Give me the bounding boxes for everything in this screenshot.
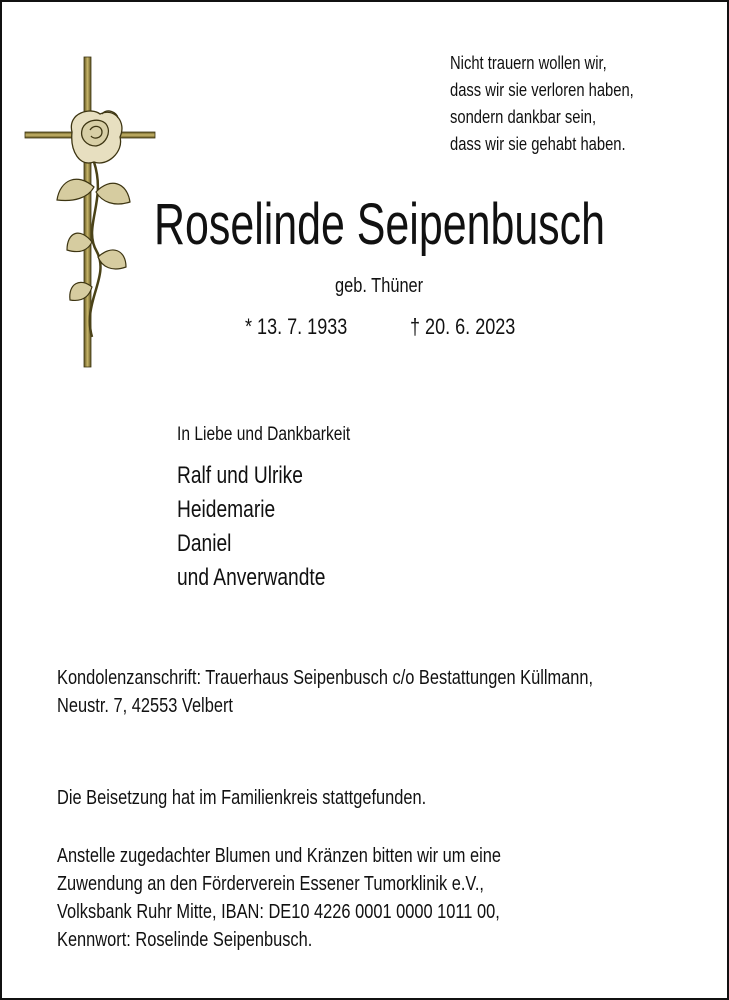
- burial-text: Die Beisetzung hat im Familienkreis stattgefunden.: [57, 787, 427, 809]
- mourner-name: Heidemarie: [177, 496, 276, 523]
- poem-line: Nicht trauern wollen wir,: [450, 53, 607, 73]
- donation-line: Anstelle zugedachter Blumen und Kränzen bitten wir um eine: [57, 845, 501, 867]
- condolence-line: Neustr. 7, 42553 Velbert: [57, 695, 233, 717]
- donation-line: Kennwort: Roselinde Seipenbusch.: [57, 929, 313, 951]
- poem-line: dass wir sie verloren haben,: [450, 80, 634, 100]
- deceased-name: Roselinde Seipenbusch: [154, 192, 605, 257]
- condolence-address: [57, 664, 711, 720]
- mourner-name: Daniel: [177, 530, 232, 557]
- condolence-line: Kondolenzanschrift: Trauerhaus Seipenbusch c/o Bestattungen Küllmann,: [57, 667, 594, 689]
- mourners-intro: In Liebe und Dankbarkeit: [177, 424, 351, 445]
- mourner-name: und Anverwandte: [177, 564, 326, 591]
- burial-note: [57, 784, 507, 812]
- poem-line: sondern dankbar sein,: [450, 107, 597, 127]
- mourner-name: Ralf und Ulrike: [177, 462, 303, 489]
- donation-line: Volksbank Ruhr Mitte, IBAN: DE10 4226 0001 0000 1011 00,: [57, 901, 500, 923]
- donation-note: [57, 842, 598, 954]
- donation-line: Zuwendung an den Förderverein Essener Tumorklinik e.V.,: [57, 873, 484, 895]
- poem: [450, 50, 674, 158]
- birth-date: * 13. 7. 1933: [245, 314, 348, 339]
- death-date: † 20. 6. 2023: [410, 314, 516, 339]
- poem-line: dass wir sie gehabt haben.: [450, 134, 626, 154]
- cross-with-rose-icon: [22, 52, 162, 372]
- mourners-list: [177, 459, 362, 595]
- maiden-name: geb. Thüner: [335, 275, 424, 297]
